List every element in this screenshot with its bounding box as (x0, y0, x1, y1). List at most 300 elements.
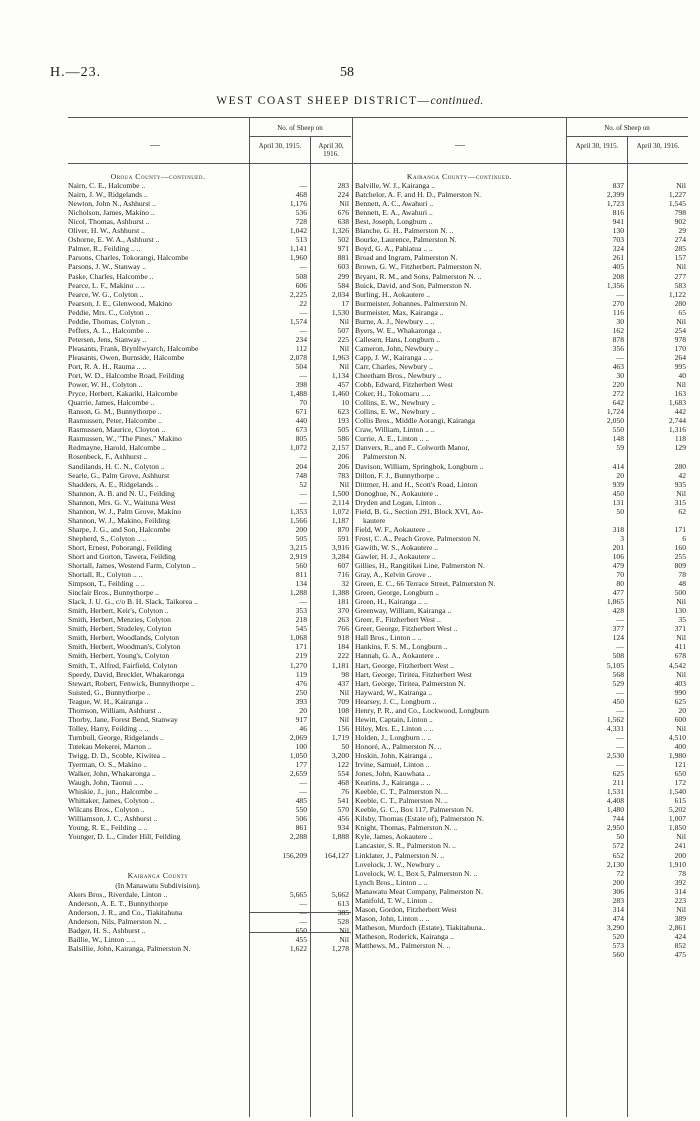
sheep-1916: Nil (676, 633, 686, 643)
table-row (355, 471, 688, 480)
sheep-1916: 181 (337, 597, 349, 607)
entry-name: Coker, H., Tokomaru .. .. (355, 389, 431, 399)
left-date1-header: April 30, 1915. (258, 142, 302, 150)
entry-name: Shannon, W. J., Makino, Feilding (68, 515, 170, 525)
sheep-1916: 17 (341, 298, 349, 308)
sheep-1915: 20 (299, 705, 307, 715)
table-row (68, 787, 351, 796)
sheep-1915: 508 (612, 651, 624, 661)
sheep-1916: 2,114 (332, 497, 349, 507)
entry-name: Shadders, A. E., Ridgelands .. (68, 479, 159, 489)
entry-name: Anderson, J. R., and Co., Tiakitahuna (68, 907, 183, 917)
sheep-1916: Nil (676, 316, 686, 326)
table-row (355, 190, 688, 199)
table-row (355, 462, 688, 471)
sheep-1915: 550 (295, 805, 307, 815)
entry-name: Gawler, H. J., Aokautere .. (355, 551, 436, 561)
sheep-1915: 162 (612, 325, 624, 335)
sheep-1916: 852 (674, 940, 686, 950)
table-row (355, 380, 688, 389)
left-group-rule (249, 136, 351, 137)
table-row (68, 588, 351, 597)
sheep-1915: 130 (612, 226, 624, 236)
table-row (355, 670, 688, 679)
table-row (355, 661, 688, 670)
sheep-1916: 586 (337, 434, 349, 444)
entry-name: Craw, William, Linton .. .. (355, 425, 435, 435)
table-row (68, 670, 351, 679)
sheep-1916: 995 (674, 361, 686, 371)
page-number: 58 (340, 65, 354, 80)
entry-name: Wilcans Bros., Colyton .. (68, 805, 145, 815)
sheep-1915: — (299, 597, 307, 607)
table-row (68, 244, 351, 253)
total-row (68, 850, 351, 862)
entry-name: Matthews, M., Palmerston N. .. (355, 940, 451, 950)
sheep-1916: 1,316 (668, 425, 686, 435)
sheep-1915: 72 (616, 868, 624, 878)
center-divider (352, 117, 353, 1117)
entry-name: Green, H., Kairanga .. .. (355, 597, 428, 607)
sheep-1916: 591 (337, 533, 349, 543)
table-row (68, 760, 351, 769)
entry-name: Hankins, F. S. M., Longburn .. (355, 642, 448, 652)
table-row (355, 860, 688, 869)
sheep-1915: 414 (612, 461, 624, 471)
table-row (355, 715, 688, 724)
sheep-1915: 250 (295, 687, 307, 697)
sheep-1916: Nil (676, 904, 686, 914)
sheep-1916: 468 (337, 778, 349, 788)
sheep-1916: 224 (337, 190, 349, 200)
right-name-header: — (455, 140, 465, 151)
sheep-1915: 272 (612, 389, 624, 399)
entry-name: Thomson, William, Ashhurst .. (68, 705, 162, 715)
entry-name: Cameron, John, Newbury .. (355, 343, 439, 353)
sheep-1916: 283 (337, 181, 349, 191)
sheep-1916: 314 (674, 886, 686, 896)
sheep-1915: 156,209 (282, 851, 307, 861)
sheep-1916: 411 (674, 642, 686, 652)
sheep-1915: 124 (612, 633, 624, 643)
sheep-1915: 650 (295, 925, 307, 935)
table-row (68, 651, 351, 660)
sheep-1915: 324 (612, 244, 624, 254)
entry-name: Buick, David, and Son, Palmerston N. (355, 280, 472, 290)
entry-name: Rasmussen, W., "The Pines," Makino (68, 434, 182, 444)
sheep-1915: — (299, 497, 307, 507)
entry-name: Boyd, G. A., Pahiatua .. .. (355, 244, 433, 254)
sheep-1915: — (299, 262, 307, 272)
sheep-1916: 78 (678, 868, 686, 878)
sheep-1916: 392 (674, 877, 686, 887)
table-row (355, 244, 688, 253)
sheep-1916: 676 (337, 208, 349, 218)
table-row (355, 832, 688, 841)
table-row (68, 253, 351, 262)
table-row (68, 516, 351, 525)
table-row (68, 371, 351, 380)
sheep-1915: 568 (612, 669, 624, 679)
table-row (355, 561, 688, 570)
sheep-1915: 1,865 (606, 597, 624, 607)
sheep-1916: 3,916 (331, 542, 349, 552)
entry-name: Petersen, Jens, Stanway .. (68, 334, 147, 344)
sheep-1915: 2,130 (606, 859, 624, 869)
table-row (355, 434, 688, 443)
entry-name: Peffers, A. L., Halcombe .. (68, 325, 150, 335)
entry-name: Kearins, J., Kairanga .. .. (355, 778, 431, 788)
sheep-1916: 200 (674, 850, 686, 860)
sheep-1915: 3,215 (289, 542, 307, 552)
sheep-1916: 502 (337, 235, 349, 245)
table-row (355, 217, 688, 226)
sheep-1916: 130 (674, 606, 686, 616)
table-row (355, 507, 688, 516)
sheep-1916: 1,545 (668, 199, 686, 209)
sheep-1916: 1,122 (668, 289, 686, 299)
table-row (68, 561, 351, 570)
sheep-1916: 716 (337, 570, 349, 580)
table-row (355, 534, 688, 543)
sheep-1915: 508 (295, 271, 307, 281)
sheep-1916: 541 (337, 796, 349, 806)
sheep-1915: 1,480 (606, 805, 624, 815)
table-row (68, 344, 351, 353)
table-row (68, 733, 351, 742)
table-row (68, 480, 351, 489)
sheep-1915: 119 (295, 669, 307, 679)
table-row (355, 851, 688, 860)
sheep-1916: 570 (337, 805, 349, 815)
sheep-1915: 131 (612, 497, 624, 507)
sheep-1915: 450 (612, 488, 624, 498)
sheep-1916: Nil (676, 723, 686, 733)
sheep-1916: 709 (337, 696, 349, 706)
sheep-1916: 1,540 (668, 787, 686, 797)
entry-name: Matheson, Murdoch (Estate), Tiakitahuna.. (355, 922, 486, 932)
entry-name: Manawatu Meat Company, Palmerston N. (355, 886, 483, 896)
table-row (68, 769, 351, 778)
table-row (68, 899, 351, 908)
entry-name: Greenway, William, Kairanga .. (355, 606, 452, 616)
sheep-1915: 22 (299, 298, 307, 308)
sheep-1915: 1,270 (289, 660, 307, 670)
table-row (355, 308, 688, 317)
sheep-1915: 573 (612, 940, 624, 950)
sheep-1915: 728 (295, 217, 307, 227)
sheep-1915: 1,068 (289, 633, 307, 643)
sheep-1915: 2,659 (289, 769, 307, 779)
entry-name: Badger, H. S., Ashhurst .. (68, 925, 146, 935)
table-row (355, 914, 688, 923)
sheep-1915: 652 (612, 850, 624, 860)
sheep-1916: 371 (674, 624, 686, 634)
entry-name: Sharpe, J. G., and Son, Halcombe (68, 524, 171, 534)
entry-name: Collins, E. W., Newbury .. (355, 407, 436, 417)
table-row (355, 416, 688, 425)
right-table-column (355, 172, 688, 959)
entry-name: Hiley, Mrs. E., Linton .. .. (355, 723, 434, 733)
sheep-1916: 5,202 (668, 805, 686, 815)
entry-name: Balville, W. J., Kairanga .. (355, 181, 436, 191)
entry-name: Lovelock, J. W., Newbury .. (355, 859, 441, 869)
table-row (355, 272, 688, 281)
entry-name: Bryant, R. M., and Sons, Palmerston N. .. (355, 271, 482, 281)
sheep-1915: 625 (612, 769, 624, 779)
sheep-1915: 2,225 (289, 289, 307, 299)
table-row (68, 290, 351, 299)
entry-name: Linklater, J., Palmerston N. .. (355, 850, 445, 860)
sheep-1915: 30 (616, 371, 624, 381)
table-row (355, 905, 688, 914)
sheep-1916: 160 (674, 542, 686, 552)
entry-name: Williamson, J. C., Ashhurst .. (68, 814, 158, 824)
sheep-1915: 393 (295, 696, 307, 706)
table-row (355, 642, 688, 651)
table-row (355, 869, 688, 878)
table-row (355, 516, 688, 525)
entry-name: Pleasants, Owen, Burnside, Halcombe (68, 352, 185, 362)
sheep-1915: 1,050 (289, 751, 307, 760)
entry-name: Oliver, H. W., Ashhurst .. (68, 226, 145, 236)
sheep-1916: 1,187 (331, 515, 349, 525)
sheep-1916: 1,072 (331, 506, 349, 516)
entry-name: Younger, D. L., Cinder Hill, Feilding (68, 832, 181, 842)
sheep-1915: 30 (616, 316, 624, 326)
entry-name: Turnbull, George, Ridgelands .. (68, 732, 164, 742)
right-date2-header: April 30, 1916. (636, 142, 680, 150)
entry-name: Simpson, T., Feilding .. .. (68, 579, 145, 589)
sheep-1915: 1,531 (606, 787, 624, 797)
entry-name: Green, E. C., 66 Terrace Street, Palmerston N. (355, 579, 496, 589)
sheep-1915: 283 (612, 895, 624, 905)
table-row (355, 326, 688, 335)
table-row (68, 281, 351, 290)
sheep-1916: 500 (674, 588, 686, 598)
sheep-1916: 108 (337, 705, 349, 715)
entry-name: Shannon, W. J., Palm Grove, Makino (68, 506, 182, 516)
sheep-1916: 370 (337, 606, 349, 616)
sheep-1916: 881 (337, 253, 349, 263)
sheep-1916: 223 (674, 895, 686, 905)
sheep-1916: 280 (674, 298, 686, 308)
sheep-1916: 978 (674, 334, 686, 344)
table-row (355, 407, 688, 416)
sheep-1916: 456 (337, 814, 349, 824)
sheep-1915: 80 (616, 579, 624, 589)
entry-name: Donoghue, N., Aokautere .. (355, 488, 439, 498)
entry-name: Bennett, A. C., Awahuri .. (355, 199, 434, 209)
sheep-1915: 485 (295, 796, 307, 806)
sheep-1915: 50 (616, 506, 624, 516)
table-row (68, 543, 351, 552)
entry-name: Walker, John, Whakaronga .. (68, 769, 156, 779)
sheep-1915: 4,408 (606, 796, 624, 806)
sheep-1915: 477 (612, 588, 624, 598)
table-row (355, 923, 688, 932)
entry-name: Cheetham Bros., Newbury .. (355, 371, 442, 381)
sheep-1916: 1,278 (331, 943, 349, 953)
entry-name: Collis Bros., Middle Aorangi, Kairanga (355, 416, 476, 426)
sheep-1916: Nil (339, 925, 349, 935)
entry-name: Pearce, L. F., Makino .. .. (68, 280, 145, 290)
sheep-1915: 4,331 (606, 723, 624, 733)
table-row (355, 299, 688, 308)
section-heading (355, 172, 688, 181)
sheep-1916: 638 (337, 217, 349, 227)
entry-name: Palmerston N. (363, 452, 407, 462)
sheep-1915: — (616, 760, 624, 770)
sheep-1915: 2,050 (606, 416, 624, 426)
sheep-1915: 748 (295, 470, 307, 480)
sheep-1916: 528 (337, 916, 349, 926)
spacer-row (68, 841, 351, 850)
sheep-1916: 1,388 (331, 588, 349, 598)
table-row (68, 507, 351, 516)
sheep-1916: 4,542 (668, 660, 686, 670)
table-row (355, 208, 688, 217)
sheep-1915: 2,069 (289, 732, 307, 742)
sheep-1915: 545 (295, 624, 307, 634)
sheep-1915: — (299, 787, 307, 797)
table-row (68, 498, 351, 507)
sheep-1916: 255 (674, 551, 686, 561)
sheep-1915: 200 (612, 877, 624, 887)
sheep-1915: 2,530 (606, 751, 624, 760)
sheep-1915: 606 (295, 280, 307, 290)
table-row (68, 262, 351, 271)
table-row (355, 552, 688, 561)
sheep-1915: 59 (616, 443, 624, 453)
table-row (68, 908, 351, 917)
entry-name: Lovelock, W. I., Box 5, Palmerston N. .. (355, 868, 478, 878)
sheep-1916: 798 (674, 208, 686, 218)
entry-name: Palmer, R., Feilding .. .. (68, 244, 141, 254)
sheep-1916: 118 (674, 434, 686, 444)
entry-name: Anderson, Nils, Palmerston N. .. (68, 916, 167, 926)
sheep-1916: 121 (674, 760, 686, 770)
entry-name: Kairanga County—continued. (406, 172, 513, 181)
entry-name: Rosenbeck, F., Ashhurst .. (68, 452, 148, 462)
sheep-1916: Nil (676, 597, 686, 607)
sheep-1916: Nil (676, 262, 686, 272)
sheep-1915: 939 (612, 479, 624, 489)
table-row (68, 235, 351, 244)
sheep-1915: 318 (612, 524, 624, 534)
sheep-1915: 917 (295, 714, 307, 724)
table-row (355, 688, 688, 697)
sheep-1916: 1,007 (668, 814, 686, 824)
sheep-1916: 1,460 (331, 389, 349, 399)
entry-name: Honoré, A., Palmerston N. .. (355, 741, 442, 751)
entry-name: Capp, J. W., Kairanga .. .. (355, 352, 433, 362)
sheep-1915: — (616, 687, 624, 697)
sheep-1915: 220 (612, 380, 624, 390)
title-main: WEST COAST SHEEP DISTRICT— (216, 95, 431, 107)
sheep-1916: 65 (678, 307, 686, 317)
sheep-1915: — (299, 916, 307, 926)
sheep-1915: 941 (612, 217, 624, 227)
sheep-1915: — (299, 307, 307, 317)
entry-name: Short, Ernest, Pohorangi, Feilding (68, 542, 172, 552)
table-row (355, 841, 688, 850)
table-row (68, 944, 351, 953)
sheep-1916: 918 (337, 633, 349, 643)
entry-name: Shannon, A. B. and N. U., Feilding (68, 488, 175, 498)
table-row (68, 890, 351, 899)
table-row (68, 398, 351, 407)
sheep-1915: 46 (299, 723, 307, 733)
sheep-1916: 315 (674, 497, 686, 507)
sheep-1916: Nil (339, 316, 349, 326)
table-row (68, 642, 351, 651)
sheep-1916: 650 (674, 769, 686, 779)
sheep-1915: 572 (612, 841, 624, 851)
sheep-1916: Nil (676, 669, 686, 679)
table-row (68, 425, 351, 434)
table-row (68, 434, 351, 443)
entry-name: Anderson, A. E. T., Bunnythorpe (68, 898, 168, 908)
table-row (355, 823, 688, 832)
sheep-1916: 1,910 (668, 859, 686, 869)
left-group-header: No. of Sheep on (277, 124, 323, 132)
sheep-1915: 463 (612, 361, 624, 371)
entry-name: Nicol, Thomas, Ashhurst .. (68, 217, 150, 227)
sheep-1916: Nil (339, 479, 349, 489)
table-row (355, 335, 688, 344)
table-row (68, 199, 351, 208)
entry-name: Slack, J. U. G., c/o B. H. Slack, Taikorea .. (68, 597, 198, 607)
sheep-1916: Nil (676, 832, 686, 842)
entry-name: Field, B. G., Section 291, Block XVI, Ao- (355, 506, 484, 516)
table-row (355, 597, 688, 606)
sheep-1916: 193 (337, 416, 349, 426)
entry-name: Burling, H., Aokautere .. (355, 289, 431, 299)
entry-name: Gray, A., Kelvin Grove .. (355, 570, 432, 580)
table-row (355, 362, 688, 371)
sheep-1916: 424 (674, 931, 686, 941)
sheep-1915: 816 (612, 208, 624, 218)
table-row (355, 443, 688, 452)
entry-name: Sinclair Bros., Bunnythorpe .. (68, 588, 159, 598)
entry-name: Lancaster, S. R., Palmerston N. .. (355, 841, 456, 851)
sheep-1916: 1,850 (668, 823, 686, 833)
table-row (355, 941, 688, 950)
sheep-1916: Nil (339, 687, 349, 697)
table-row (68, 615, 351, 624)
sheep-1915: 314 (612, 904, 624, 914)
sheep-1915: 356 (612, 343, 624, 353)
table-row (355, 932, 688, 941)
entry-name: Teague, W. H., Kairanga .. (68, 696, 149, 706)
entry-name: Hearsey, J. C., Longburn .. (355, 696, 437, 706)
table-row (68, 226, 351, 235)
sheep-1915: 398 (295, 380, 307, 390)
sheep-1915: 642 (612, 398, 624, 408)
sheep-1916: 607 (337, 561, 349, 571)
sheep-1916: 32 (341, 579, 349, 589)
sheep-1915: 2,078 (289, 352, 307, 362)
sheep-1916: 241 (674, 841, 686, 851)
table-row (68, 679, 351, 688)
section-heading (68, 172, 351, 181)
entry-name: Keeble, C. T., Palmerston N. .. (355, 796, 448, 806)
table-row (68, 362, 351, 371)
sheep-1915: 270 (612, 298, 624, 308)
sheep-1916: Nil (339, 199, 349, 209)
table-row (355, 371, 688, 380)
